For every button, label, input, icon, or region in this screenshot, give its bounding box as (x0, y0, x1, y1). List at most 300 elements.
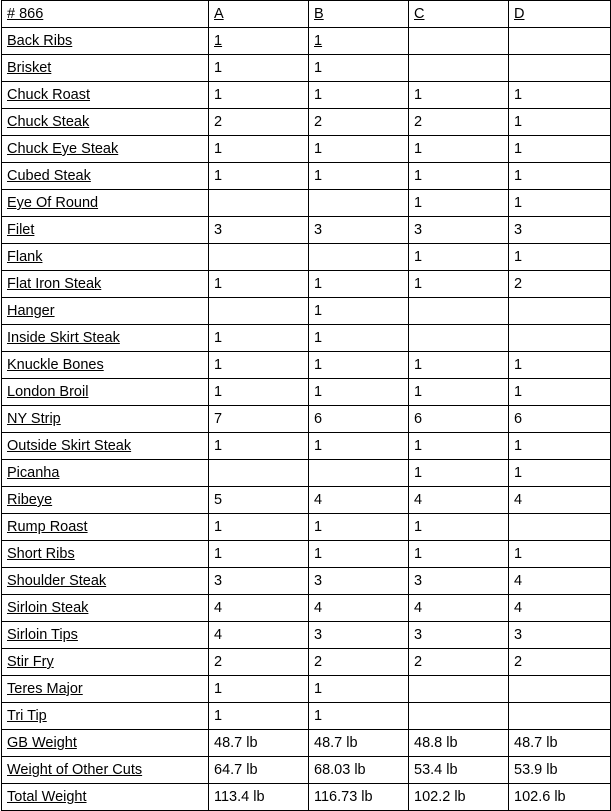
row-value-cell (309, 109, 409, 136)
cell-value: 48.7 lb (514, 735, 558, 751)
row-value-cell (209, 28, 309, 55)
row-value-cell (309, 55, 409, 82)
cell-value: 53.9 lb (514, 762, 558, 778)
row-value-cell (409, 595, 509, 622)
row-label: Sirloin Steak (7, 600, 89, 616)
cell-value: 2 (314, 654, 323, 670)
row-value-cell (409, 190, 509, 217)
cell-value: 1 (514, 168, 523, 184)
row-label-cell (2, 28, 209, 55)
row-value-cell (509, 82, 611, 109)
cell-value: 3 (314, 222, 323, 238)
column-header-a (209, 1, 309, 28)
sheet-title-cell (2, 1, 209, 28)
row-value-cell (409, 28, 509, 55)
row-value-cell (409, 325, 509, 352)
row-value-cell (309, 406, 409, 433)
cell-value: 1 (314, 519, 323, 535)
table-row (2, 325, 611, 352)
row-value-cell (309, 298, 409, 325)
cell-value: 1 (214, 276, 223, 292)
cell-value: 3 (414, 627, 423, 643)
table-row (2, 55, 611, 82)
row-value-cell (509, 379, 611, 406)
row-value-cell (209, 730, 309, 757)
row-label: Shoulder Steak (7, 573, 107, 589)
row-value-cell (209, 568, 309, 595)
cell-value: 116.73 lb (314, 789, 373, 805)
cell-value: 2 (414, 654, 423, 670)
row-value-cell (509, 433, 611, 460)
cell-value: 1 (514, 114, 523, 130)
row-label-cell (2, 541, 209, 568)
cell-value: 1 (314, 60, 323, 76)
row-value-cell (309, 595, 409, 622)
row-label: Filet (7, 222, 35, 238)
row-value-cell (409, 136, 509, 163)
row-label: Back Ribs (7, 33, 73, 49)
row-label-cell (2, 325, 209, 352)
row-value-cell (309, 136, 409, 163)
table-row (2, 703, 611, 730)
cell-value: 2 (214, 654, 223, 670)
row-value-cell (309, 379, 409, 406)
cell-value: 3 (514, 222, 523, 238)
cell-value: 48.7 lb (314, 735, 358, 751)
row-value-cell (209, 244, 309, 271)
row-value-cell (209, 460, 309, 487)
cell-value: 1 (214, 438, 223, 454)
cell-value: 1 (514, 438, 523, 454)
row-value-cell (409, 514, 509, 541)
table-row (2, 190, 611, 217)
cell-value: 4 (314, 492, 323, 508)
cell-value: 1 (414, 546, 423, 562)
table-row (2, 28, 611, 55)
row-label: Teres Major (7, 681, 83, 697)
row-value-cell (209, 649, 309, 676)
table-row (2, 352, 611, 379)
row-value-cell (309, 622, 409, 649)
cell-value: 1 (314, 141, 323, 157)
cell-value: 2 (414, 114, 423, 130)
cell-value: 1 (514, 357, 523, 373)
cell-value: 1 (214, 141, 223, 157)
row-label-cell (2, 271, 209, 298)
row-value-cell (309, 649, 409, 676)
cell-value: 6 (414, 411, 423, 427)
cell-value: 1 (514, 546, 523, 562)
row-value-cell (309, 325, 409, 352)
column-header-label: C (414, 6, 425, 22)
cell-value: 64.7 lb (214, 762, 258, 778)
row-label-cell (2, 136, 209, 163)
row-value-cell (509, 352, 611, 379)
cell-value: 1 (214, 681, 223, 697)
row-label-cell (2, 514, 209, 541)
cell-value: 4 (314, 600, 323, 616)
page-title: # 866 (7, 6, 44, 22)
row-label: Picanha (7, 465, 60, 481)
cell-value: 1 (214, 60, 223, 76)
table-row (2, 163, 611, 190)
cell-value: 3 (314, 573, 323, 589)
cell-value: 3 (414, 573, 423, 589)
cell-value: 1 (414, 465, 423, 481)
table-row (2, 757, 611, 784)
row-value-cell (209, 784, 309, 811)
row-value-cell (209, 109, 309, 136)
row-label-cell (2, 217, 209, 244)
row-value-cell (409, 460, 509, 487)
row-label-cell (2, 676, 209, 703)
row-value-cell (409, 82, 509, 109)
cell-value: 1 (414, 519, 423, 535)
row-label-cell (2, 568, 209, 595)
row-value-cell (209, 271, 309, 298)
row-value-cell (509, 703, 611, 730)
row-value-cell (509, 595, 611, 622)
row-label: Eye Of Round (7, 195, 99, 211)
cell-value: 113.4 lb (214, 789, 265, 805)
row-value-cell (409, 379, 509, 406)
row-label-cell (2, 190, 209, 217)
table-row (2, 244, 611, 271)
cell-value: 1 (214, 87, 223, 103)
cell-value: 1 (414, 249, 423, 265)
table-row (2, 649, 611, 676)
row-value-cell (209, 352, 309, 379)
row-label: Cubed Steak (7, 168, 91, 184)
column-header-b (309, 1, 409, 28)
cell-value: 1 (314, 438, 323, 454)
row-value-cell (509, 325, 611, 352)
row-label: Sirloin Tips (7, 627, 78, 643)
row-label-cell (2, 622, 209, 649)
row-value-cell (209, 406, 309, 433)
table-row (2, 595, 611, 622)
row-value-cell (209, 514, 309, 541)
cell-value: 1 (414, 384, 423, 400)
row-value-cell (309, 460, 409, 487)
row-value-cell (409, 271, 509, 298)
cell-value: 3 (214, 573, 223, 589)
cell-value: 48.7 lb (214, 735, 258, 751)
table-row (2, 379, 611, 406)
row-value-cell (509, 190, 611, 217)
row-value-cell (209, 217, 309, 244)
table-row (2, 676, 611, 703)
row-value-cell (209, 163, 309, 190)
row-label: Flat Iron Steak (7, 276, 102, 292)
row-label: Brisket (7, 60, 52, 76)
row-value-cell (409, 676, 509, 703)
row-value-cell (209, 595, 309, 622)
cell-value: 68.03 lb (314, 762, 366, 778)
cell-value: 4 (214, 627, 223, 643)
cell-value: 1 (214, 708, 223, 724)
cell-value: 1 (414, 87, 423, 103)
row-value-cell (309, 703, 409, 730)
cut-sheet-table (1, 0, 611, 811)
row-value-cell (509, 487, 611, 514)
row-label-cell (2, 55, 209, 82)
row-value-cell (209, 298, 309, 325)
cell-value: 2 (314, 114, 323, 130)
row-value-cell (509, 757, 611, 784)
row-value-cell (309, 82, 409, 109)
table-row (2, 460, 611, 487)
row-value-cell (409, 163, 509, 190)
table-row (2, 730, 611, 757)
row-value-cell (209, 757, 309, 784)
row-value-cell (409, 757, 509, 784)
row-label: Inside Skirt Steak (7, 330, 120, 346)
row-value-cell (509, 676, 611, 703)
table-row (2, 298, 611, 325)
row-value-cell (209, 55, 309, 82)
cell-value: 1 (214, 384, 223, 400)
table-row (2, 271, 611, 298)
row-label: Chuck Steak (7, 114, 90, 130)
table-row (2, 622, 611, 649)
row-value-cell (309, 28, 409, 55)
cell-value: 1 (214, 519, 223, 535)
table-row (2, 136, 611, 163)
cell-value: 1 (214, 168, 223, 184)
cell-value: 3 (514, 627, 523, 643)
cell-value: 1 (414, 357, 423, 373)
row-value-cell (509, 271, 611, 298)
row-value-cell (509, 649, 611, 676)
row-label: Tri Tip (7, 708, 47, 724)
row-value-cell (509, 163, 611, 190)
cell-value: 53.4 lb (414, 762, 458, 778)
row-value-cell (309, 487, 409, 514)
cell-value: 4 (414, 600, 423, 616)
table-row (2, 217, 611, 244)
row-value-cell (509, 298, 611, 325)
row-label-cell (2, 649, 209, 676)
row-label-cell (2, 784, 209, 811)
cell-value: 1 (414, 141, 423, 157)
row-label-cell (2, 595, 209, 622)
cell-value: 1 (414, 168, 423, 184)
row-value-cell (409, 541, 509, 568)
cell-value: 102.6 lb (514, 789, 566, 805)
cell-value: 1 (514, 384, 523, 400)
row-value-cell (209, 487, 309, 514)
table-row (2, 109, 611, 136)
row-value-cell (409, 244, 509, 271)
row-value-cell (209, 433, 309, 460)
cell-value: 4 (514, 492, 523, 508)
table-row (2, 514, 611, 541)
row-label: London Broil (7, 384, 89, 400)
row-value-cell (509, 136, 611, 163)
row-label: Rump Roast (7, 519, 88, 535)
cell-value: 1 (514, 141, 523, 157)
cell-value: 1 (314, 33, 323, 49)
row-value-cell (309, 757, 409, 784)
row-value-cell (509, 541, 611, 568)
row-label: Ribeye (7, 492, 53, 508)
cell-value: 1 (314, 303, 323, 319)
cell-value: 1 (414, 195, 423, 211)
cell-value: 4 (514, 600, 523, 616)
cell-value: 1 (314, 87, 323, 103)
cell-value: 1 (314, 681, 323, 697)
row-value-cell (409, 568, 509, 595)
cell-value: 1 (514, 249, 523, 265)
row-value-cell (209, 379, 309, 406)
table-row (2, 541, 611, 568)
cell-value: 1 (314, 357, 323, 373)
row-value-cell (409, 703, 509, 730)
cell-value: 4 (214, 600, 223, 616)
cell-value: 1 (514, 195, 523, 211)
cell-value: 1 (514, 465, 523, 481)
row-value-cell (209, 190, 309, 217)
row-label-cell (2, 730, 209, 757)
cell-value: 1 (314, 546, 323, 562)
cell-value: 7 (214, 411, 223, 427)
cell-value: 1 (314, 330, 323, 346)
row-value-cell (309, 514, 409, 541)
row-value-cell (209, 541, 309, 568)
row-value-cell (409, 730, 509, 757)
row-value-cell (309, 244, 409, 271)
cell-value: 6 (314, 411, 323, 427)
row-value-cell (409, 784, 509, 811)
row-value-cell (509, 217, 611, 244)
row-label-cell (2, 433, 209, 460)
row-value-cell (209, 325, 309, 352)
cell-value: 1 (314, 708, 323, 724)
row-label-cell (2, 109, 209, 136)
row-value-cell (309, 568, 409, 595)
row-label-cell (2, 406, 209, 433)
row-label-cell (2, 298, 209, 325)
row-value-cell (409, 352, 509, 379)
row-value-cell (509, 460, 611, 487)
row-value-cell (509, 784, 611, 811)
row-value-cell (509, 406, 611, 433)
cell-value: 2 (514, 654, 523, 670)
table-row (2, 82, 611, 109)
row-label: Knuckle Bones (7, 357, 104, 373)
table-row (2, 568, 611, 595)
row-label: Chuck Roast (7, 87, 91, 103)
cell-value: 3 (314, 627, 323, 643)
cell-value: 3 (214, 222, 223, 238)
cell-value: 1 (214, 33, 223, 49)
cell-value: 1 (314, 384, 323, 400)
row-value-cell (509, 568, 611, 595)
table-row (2, 433, 611, 460)
row-value-cell (309, 190, 409, 217)
row-label-cell (2, 460, 209, 487)
row-value-cell (509, 55, 611, 82)
column-header-c (409, 1, 509, 28)
cell-value: 5 (214, 492, 223, 508)
table-header-row (2, 1, 611, 28)
row-value-cell (509, 244, 611, 271)
cell-value: 2 (514, 276, 523, 292)
row-value-cell (409, 433, 509, 460)
row-value-cell (309, 352, 409, 379)
row-value-cell (509, 28, 611, 55)
cell-value: 1 (214, 330, 223, 346)
row-label: Chuck Eye Steak (7, 141, 119, 157)
cell-value: 1 (214, 546, 223, 562)
row-label: Weight of Other Cuts (7, 762, 143, 778)
row-label: Total Weight (7, 789, 87, 805)
row-value-cell (309, 271, 409, 298)
cell-value: 1 (414, 438, 423, 454)
row-value-cell (309, 676, 409, 703)
cell-value: 1 (214, 357, 223, 373)
row-value-cell (209, 703, 309, 730)
row-label-cell (2, 163, 209, 190)
row-value-cell (309, 541, 409, 568)
row-value-cell (509, 730, 611, 757)
row-value-cell (409, 298, 509, 325)
row-value-cell (209, 676, 309, 703)
table-row (2, 487, 611, 514)
row-label: Flank (7, 249, 43, 265)
row-label-cell (2, 244, 209, 271)
cell-value: 2 (214, 114, 223, 130)
row-label-cell (2, 379, 209, 406)
row-label: Hanger (7, 303, 55, 319)
row-value-cell (309, 784, 409, 811)
row-value-cell (409, 109, 509, 136)
row-value-cell (409, 487, 509, 514)
row-label-cell (2, 82, 209, 109)
row-value-cell (309, 433, 409, 460)
row-value-cell (309, 163, 409, 190)
row-label-cell (2, 703, 209, 730)
row-label: GB Weight (7, 735, 77, 751)
row-label: Short Ribs (7, 546, 75, 562)
row-value-cell (209, 82, 309, 109)
cell-value: 1 (414, 276, 423, 292)
cell-value: 3 (414, 222, 423, 238)
cell-value: 1 (314, 276, 323, 292)
row-label: Outside Skirt Steak (7, 438, 132, 454)
row-value-cell (409, 406, 509, 433)
row-label: Stir Fry (7, 654, 54, 670)
cell-value: 1 (514, 87, 523, 103)
column-header-d (509, 1, 611, 28)
row-value-cell (309, 730, 409, 757)
cell-value: 6 (514, 411, 523, 427)
table-row (2, 406, 611, 433)
row-value-cell (209, 622, 309, 649)
table-row (2, 784, 611, 811)
row-value-cell (409, 217, 509, 244)
row-value-cell (209, 136, 309, 163)
row-value-cell (509, 514, 611, 541)
row-value-cell (509, 622, 611, 649)
row-value-cell (409, 649, 509, 676)
cell-value: 102.2 lb (414, 789, 466, 805)
cell-value: 4 (414, 492, 423, 508)
row-label-cell (2, 487, 209, 514)
cell-value: 1 (314, 168, 323, 184)
row-value-cell (309, 217, 409, 244)
